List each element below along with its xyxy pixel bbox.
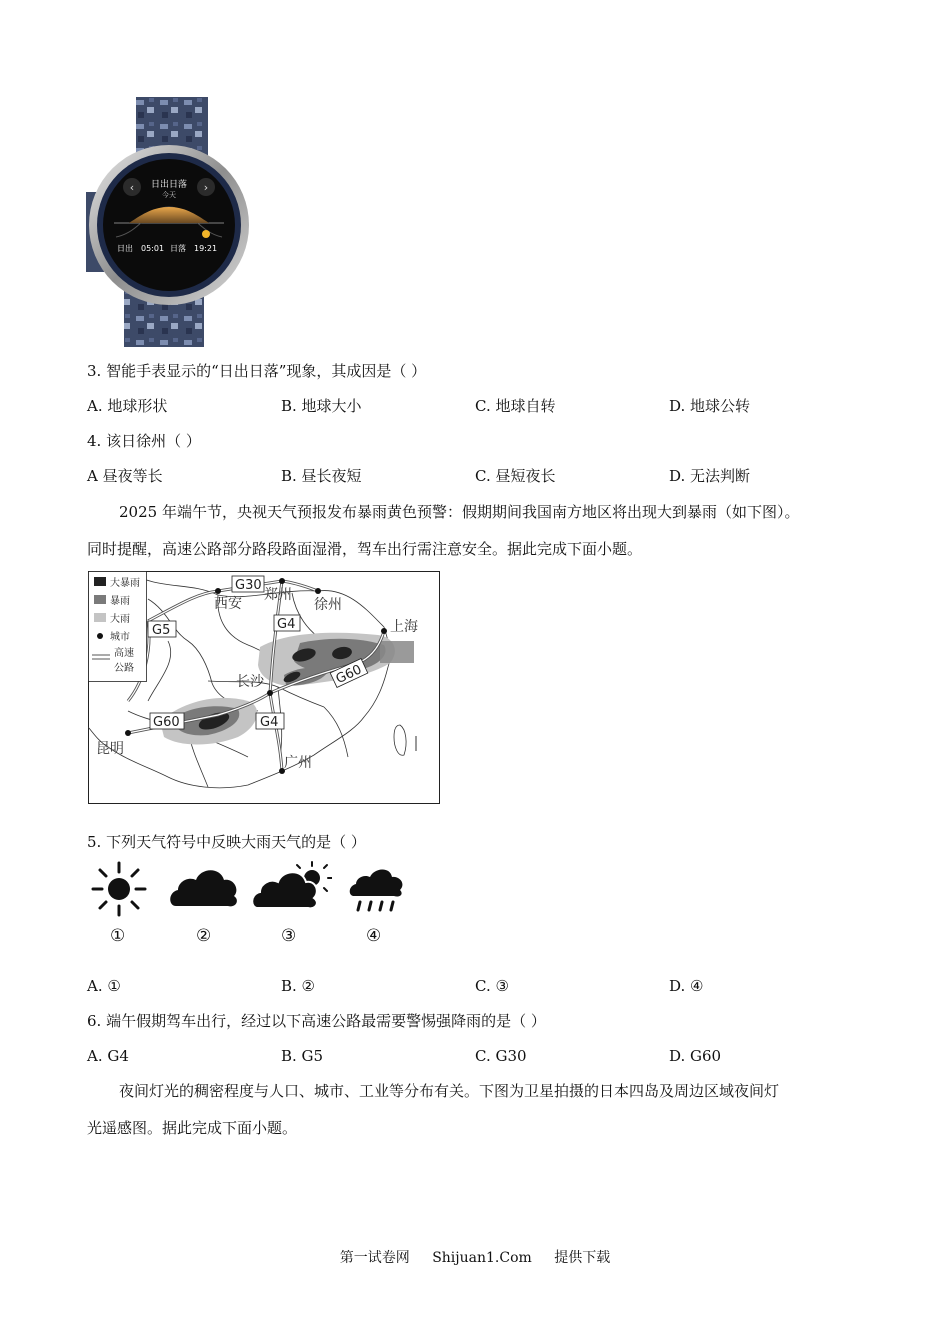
sunset-time: 19:21 [194, 244, 218, 253]
rainfall-map [88, 571, 440, 804]
q5-option-d[interactable]: D. ④ [669, 977, 704, 995]
symbol-label-2: ② [196, 926, 212, 946]
sunset-label: 日落 [170, 244, 186, 253]
sun-icon [90, 860, 148, 922]
question-3-stem: 3. 智能手表显示的“日出日落”现象，其成因是（ ） [87, 362, 427, 380]
q5-option-c[interactable]: C. ③ [475, 977, 509, 995]
symbol-label-4: ④ [366, 926, 382, 946]
q4-option-a[interactable]: A 昼夜等长 [87, 467, 163, 485]
q6-option-c[interactable]: C. G30 [475, 1047, 527, 1065]
city-guangzhou: 广州 [284, 755, 312, 771]
q6-option-d[interactable]: D. G60 [669, 1047, 722, 1065]
question-5-stem: 5. 下列天气符号中反映大雨天气的是（ ） [87, 833, 366, 851]
legend-heavy-storm: 大暴雨 [110, 578, 140, 589]
q6-option-b[interactable]: B. G5 [281, 1047, 324, 1065]
city-changsha: 长沙 [236, 674, 264, 690]
page-footer [0, 1247, 950, 1267]
road-label-g4-south: G4 [260, 715, 279, 730]
legend-city: 城市 [110, 632, 130, 643]
city-shanghai: 上海 [390, 619, 418, 635]
svg-text:‹: ‹ [129, 181, 135, 194]
road-label-g5: G5 [152, 623, 171, 638]
question-4-stem: 4. 该日徐州（ ） [87, 432, 201, 450]
passage-2-line-2: 光遥感图。据此完成下面小题。 [87, 1119, 298, 1137]
passage-2-line-1: 夜间灯光的稠密程度与人口、城市、工业等分布有关。下图为卫星拍摄的日本四岛及周边区域夜间灯 [119, 1082, 780, 1100]
footer-site-url[interactable]: Shijuan1.Com [432, 1250, 532, 1266]
city-xian: 西安 [214, 596, 242, 612]
rain-cloud-icon [348, 860, 406, 920]
road-label-g30: G30 [235, 578, 262, 593]
q4-option-c[interactable]: C. 昼短夜长 [475, 467, 556, 485]
footer-site-name: 第一试卷网 [339, 1250, 410, 1266]
cloud-icon [168, 860, 240, 916]
smartwatch-photo [86, 97, 252, 347]
q4-option-d[interactable]: D. 无法判断 [669, 467, 751, 485]
sunrise-label: 日出 [117, 244, 133, 253]
symbol-label-3: ③ [281, 926, 297, 946]
road-label-g60-east: G60 [333, 662, 365, 688]
q5-option-a[interactable]: A. ① [87, 977, 121, 995]
q6-option-a[interactable]: A. G4 [87, 1047, 129, 1065]
legend-highway-line2: 公路 [114, 663, 134, 674]
q3-option-c[interactable]: C. 地球自转 [475, 397, 556, 415]
question-6-stem: 6. 端午假期驾车出行，经过以下高速公路最需要警惕强降雨的是（ ） [87, 1012, 546, 1030]
watch-screen-subtitle: 今天 [162, 191, 176, 199]
city-xuzhou: 徐州 [314, 597, 342, 613]
symbol-label-1: ① [110, 926, 126, 946]
city-kunming: 昆明 [96, 741, 124, 757]
q4-option-b[interactable]: B. 昼长夜短 [281, 467, 362, 485]
footer-download-text: 提供下载 [554, 1250, 611, 1266]
city-zhengzhou: 郑州 [264, 587, 292, 603]
road-label-g4-north: G4 [277, 617, 296, 632]
watch-screen-title: 日出日落 [150, 180, 188, 190]
q5-option-b[interactable]: B. ② [281, 977, 316, 995]
q3-option-a[interactable]: A. 地球形状 [87, 397, 168, 415]
sun-marker-icon [202, 230, 210, 238]
legend-storm: 暴雨 [110, 596, 130, 607]
cloud-sun-icon [250, 860, 332, 916]
sunrise-time: 05:01 [141, 244, 165, 253]
road-label-g60-west: G60 [153, 715, 180, 730]
legend-highway-line1: 高速 [114, 648, 134, 659]
passage-1-line-1: 2025 年端午节，央视天气预报发布暴雨黄色预警：假期期间我国南方地区将出现大到暴雨（如下图）。 [119, 503, 800, 521]
passage-1-line-2: 同时提醒，高速公路部分路段路面湿滑，驾车出行需注意安全。据此完成下面小题。 [87, 540, 643, 558]
svg-text:›: › [203, 181, 209, 194]
legend-heavy-rain: 大雨 [110, 614, 130, 625]
q3-option-b[interactable]: B. 地球大小 [281, 397, 362, 415]
q3-option-d[interactable]: D. 地球公转 [669, 397, 751, 415]
